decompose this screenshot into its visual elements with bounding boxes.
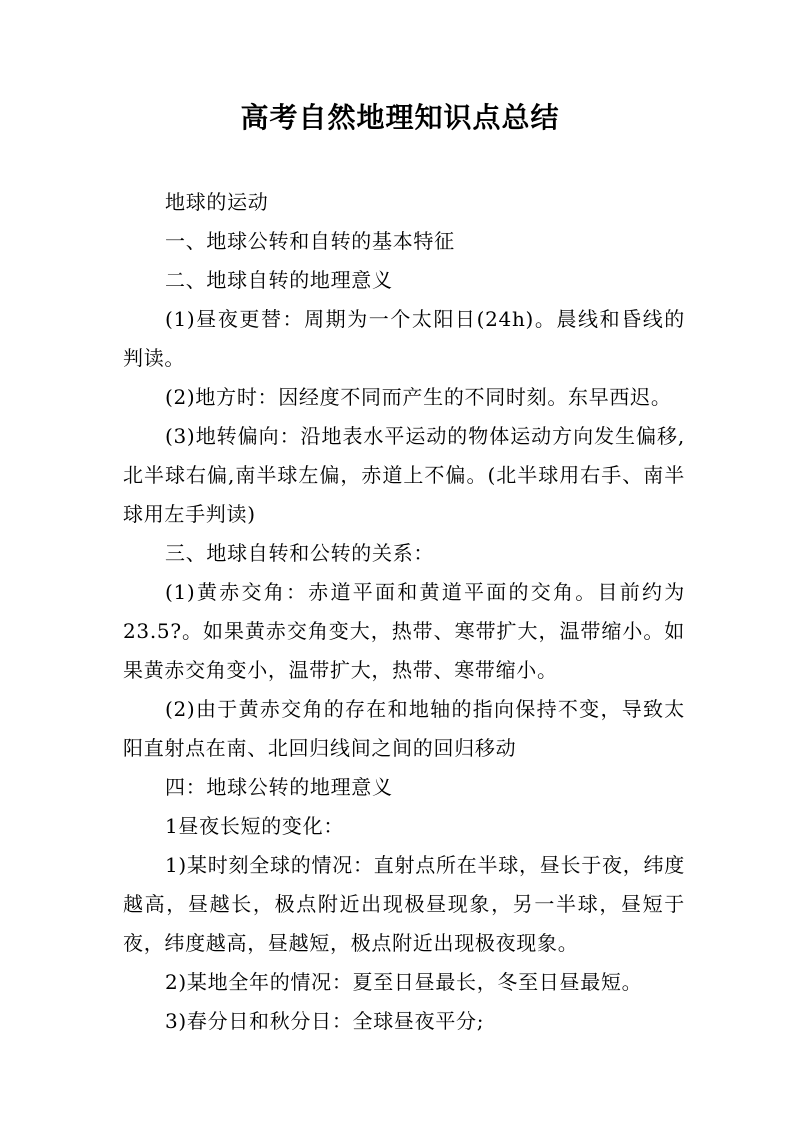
paragraph-local-time: (2)地方时：因经度不同而产生的不同时刻。东早西迟。 <box>165 385 672 409</box>
paragraph-equinox: 3)春分日和秋分日：全球昼夜平分; <box>165 1009 485 1033</box>
subheading-day-length: 1昼夜长短的变化： <box>165 814 345 838</box>
section-heading-earth-motion: 地球的运动 <box>165 190 269 214</box>
section-heading-2: 二、地球自转的地理意义 <box>165 268 393 292</box>
paragraph-obliquity: (1)黄赤交角：赤道平面和黄道平面的交角。目前约为23.5?。如果黄赤交角变大，热带、寒带扩大，温带缩小。如果黄赤交角变小，温带扩大，热带、寒带缩小。 <box>123 580 685 682</box>
paragraph-day-night: (1)昼夜更替：周期为一个太阳日(24h)。晨线和昏线的判读。 <box>123 307 685 370</box>
document-title: 高考自然地理知识点总结 <box>240 101 560 134</box>
paragraph-deflection: (3)地转偏向：沿地表水平运动的物体运动方向发生偏移,北半球右偏,南半球左偏，赤道上不偏。(北半球用右手、南半球用左手判读) <box>123 424 685 526</box>
section-heading-4: 四：地球公转的地理意义 <box>165 775 393 799</box>
document-body <box>123 183 685 1041</box>
section-heading-1: 一、地球公转和自转的基本特征 <box>165 229 455 253</box>
section-heading-3: 三、地球自转和公转的关系： <box>165 541 435 565</box>
paragraph-yearly-local: 2)某地全年的情况：夏至日昼最长，冬至日昼最短。 <box>165 970 643 994</box>
paragraph-subsolar-migration: (2)由于黄赤交角的存在和地轴的指向保持不变，导致太阳直射点在南、北回归线间之间的回归移动 <box>123 697 685 760</box>
paragraph-global-moment: 1)某时刻全球的情况：直射点所在半球，昼长于夜，纬度越高，昼越长，极点附近出现极昼现象，另一半球，昼短于夜，纬度越高，昼越短，极点附近出现极夜现象。 <box>123 853 685 955</box>
